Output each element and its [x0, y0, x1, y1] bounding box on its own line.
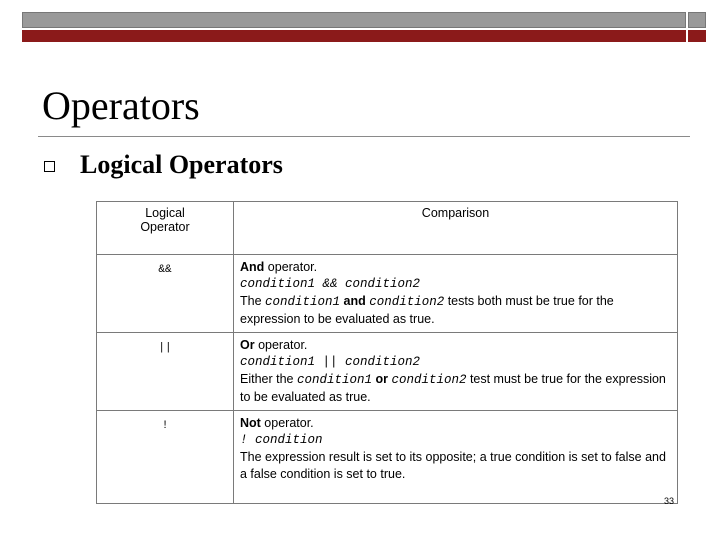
slide-title: Operators [42, 83, 200, 128]
desc-text: Either the [240, 372, 297, 386]
comparison-cell [234, 411, 678, 504]
header-bar-red [22, 30, 686, 42]
operator-symbol: && [158, 264, 172, 276]
operator-name: And [240, 260, 265, 274]
operator-name: Or [240, 338, 255, 352]
operator-name-rest: operator. [260, 416, 314, 430]
operator-name-line [240, 415, 671, 432]
operator-syntax: condition1 && condition2 [240, 277, 421, 291]
comparison-cell [234, 333, 678, 411]
header-logical-operator: Logical Operator [97, 202, 234, 255]
operator-name-rest: operator. [254, 338, 308, 352]
table-row [97, 255, 678, 333]
operator-symbol: ! [161, 420, 169, 432]
operator-symbol: || [158, 342, 172, 354]
bullet-text: Logical Operators [80, 150, 283, 179]
corner-square-top [688, 12, 706, 28]
header-bar-grey [22, 12, 686, 28]
table-header-row [97, 202, 678, 255]
title-divider [38, 136, 690, 137]
page-number: 33 [664, 496, 675, 506]
header-corner-square [688, 12, 706, 42]
operator-name-line [240, 337, 671, 354]
operator-cell [97, 255, 234, 333]
desc-code: condition1 [296, 373, 372, 387]
desc-text: test must be true for the expression to be evaluated as true. [240, 372, 666, 404]
desc-code: condition2 [369, 295, 445, 309]
operator-description [240, 293, 671, 328]
square-bullet-icon [44, 161, 55, 172]
operator-name: Not [240, 416, 261, 430]
desc-code: condition1 [265, 295, 341, 309]
table-row [97, 333, 678, 411]
operator-syntax: condition1 || condition2 [240, 355, 421, 369]
operator-description [240, 371, 671, 406]
operator-cell [97, 333, 234, 411]
header-comparison: Comparison [234, 202, 678, 255]
operator-name-line [240, 259, 671, 276]
logical-operators-table [96, 201, 678, 504]
table-row [97, 411, 678, 504]
desc-text: tests both must be true for the expression to be evaluated as true. [240, 294, 614, 326]
desc-keyword: and [340, 294, 370, 308]
operator-cell [97, 411, 234, 504]
operator-syntax: ! condition [240, 433, 323, 447]
desc-text: The [240, 294, 266, 308]
operator-description: The expression result is set to its opposite; a true condition is set to false and a false condition is set to true. [240, 450, 666, 481]
comparison-cell [234, 255, 678, 333]
operator-name-rest: operator. [264, 260, 318, 274]
desc-code: condition2 [391, 373, 467, 387]
desc-keyword: or [372, 372, 392, 386]
corner-square-bottom [688, 30, 706, 42]
